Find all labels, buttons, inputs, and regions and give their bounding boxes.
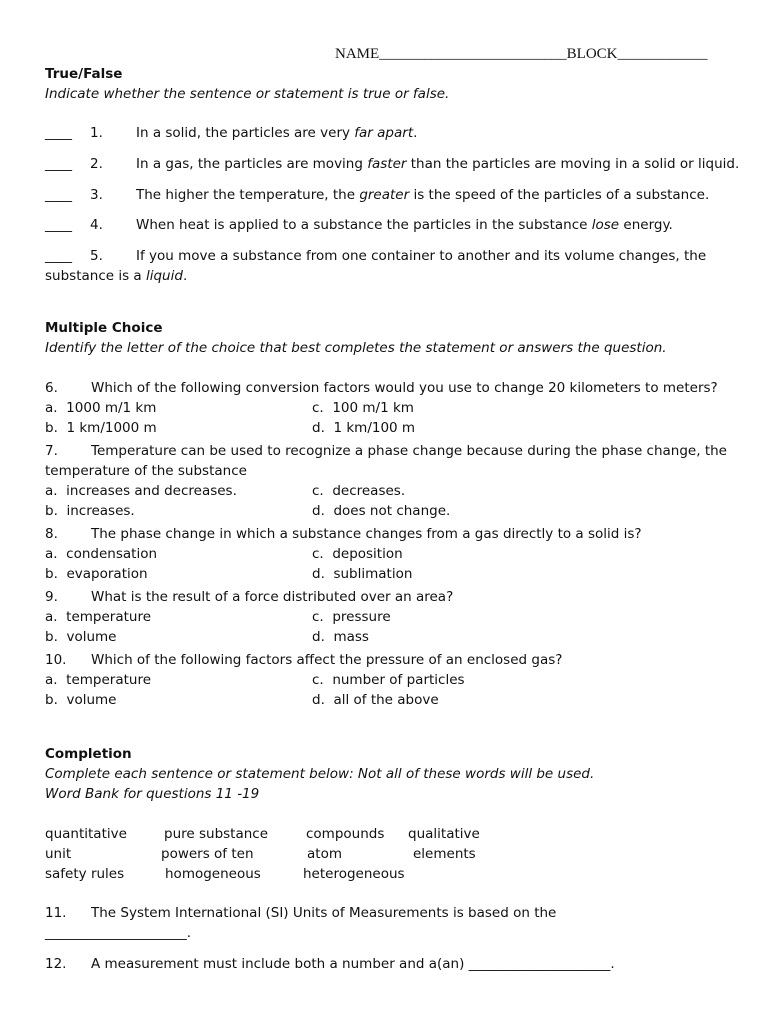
choice-a[interactable]: a. temperature — [45, 609, 152, 625]
item-text: A measurement must include both a number and a(an) _____________________. — [91, 956, 615, 972]
completion-instructions: Complete each sentence or statement below: Not all of these words will be used. — [45, 766, 595, 782]
name-label: NAME — [335, 46, 380, 62]
word-bank-word: heterogeneous — [303, 866, 405, 882]
word-bank-word: quantitative — [45, 826, 127, 842]
answer-blank[interactable]: _____________________. — [45, 925, 192, 941]
item-number: 12. — [45, 956, 67, 972]
item-text: In a gas, the particles are moving faster than the particles are moving in a solid or liquid. — [136, 156, 740, 172]
question-number: 10. — [45, 652, 67, 668]
block-label: BLOCK — [566, 46, 618, 62]
item-text: If you move a substance from one container to another and its volume changes, the — [136, 248, 707, 264]
true-false-title: True/False — [45, 66, 123, 82]
item-text: In a solid, the particles are very far apart. — [136, 125, 418, 141]
choice-b[interactable]: b. increases. — [45, 503, 135, 519]
item-number: 2. — [90, 156, 103, 172]
item-text: The higher the temperature, the greater is the speed of the particles of a substance. — [136, 187, 710, 203]
block-blank[interactable]: ____________ — [617, 46, 708, 62]
question-number: 7. — [45, 443, 58, 459]
item-text-line2: substance is a liquid. — [45, 268, 188, 284]
choice-d[interactable]: d. 1 km/100 m — [312, 420, 416, 436]
item-number: 5. — [90, 248, 103, 264]
word-bank-word: elements — [413, 846, 476, 862]
question-text: What is the result of a force distributed over an area? — [91, 589, 454, 605]
answer-blank[interactable]: ____ — [45, 248, 72, 264]
choice-b[interactable]: b. volume — [45, 629, 117, 645]
choice-d[interactable]: d. mass — [312, 629, 369, 645]
word-bank-title: Word Bank for questions 11 -19 — [45, 786, 260, 802]
question-text: The phase change in which a substance changes from a gas directly to a solid is? — [91, 526, 642, 542]
question-text-line2: temperature of the substance — [45, 463, 247, 479]
word-bank-word: safety rules — [45, 866, 125, 882]
multiple-choice-instructions: Identify the letter of the choice that best completes the statement or answers the question. — [45, 340, 667, 356]
choice-d[interactable]: d. does not change. — [312, 503, 451, 519]
word-bank-word: qualitative — [408, 826, 480, 842]
word-bank-word: pure substance — [164, 826, 269, 842]
choice-c[interactable]: c. 100 m/1 km — [312, 400, 414, 416]
item-number: 4. — [90, 217, 103, 233]
choice-a[interactable]: a. condensation — [45, 546, 158, 562]
word-bank-word: compounds — [306, 826, 385, 842]
choice-a[interactable]: a. temperature — [45, 672, 152, 688]
item-number: 1. — [90, 125, 103, 141]
item-text: The System International (SI) Units of Measurements is based on the — [91, 905, 557, 921]
item-text: When heat is applied to a substance the particles in the substance lose energy. — [136, 217, 673, 233]
choice-c[interactable]: c. pressure — [312, 609, 391, 625]
choice-c[interactable]: c. number of particles — [312, 672, 465, 688]
multiple-choice-title: Multiple Choice — [45, 320, 163, 336]
completion-title: Completion — [45, 746, 132, 762]
choice-b[interactable]: b. volume — [45, 692, 117, 708]
answer-blank[interactable]: ____ — [45, 156, 72, 172]
question-number: 9. — [45, 589, 58, 605]
item-number: 11. — [45, 905, 67, 921]
word-bank-word: atom — [307, 846, 342, 862]
word-bank-word: unit — [45, 846, 72, 862]
question-number: 6. — [45, 380, 58, 396]
answer-blank[interactable]: ____ — [45, 125, 72, 141]
choice-a[interactable]: a. increases and decreases. — [45, 483, 237, 499]
question-text: Which of the following conversion factors would you use to change 20 kilometers to meters? — [91, 380, 718, 396]
true-false-instructions: Indicate whether the sentence or statement is true or false. — [45, 86, 450, 102]
word-bank-word: powers of ten — [161, 846, 254, 862]
question-number: 8. — [45, 526, 58, 542]
name-blank[interactable]: _________________________ — [379, 46, 567, 62]
word-bank-word: homogeneous — [165, 866, 261, 882]
answer-blank[interactable]: ____ — [45, 187, 72, 203]
choice-c[interactable]: c. decreases. — [312, 483, 406, 499]
answer-blank[interactable]: ____ — [45, 217, 72, 233]
choice-d[interactable]: d. sublimation — [312, 566, 413, 582]
item-number: 3. — [90, 187, 103, 203]
choice-a[interactable]: a. 1000 m/1 km — [45, 400, 157, 416]
choice-c[interactable]: c. deposition — [312, 546, 403, 562]
question-text: Which of the following factors affect the pressure of an enclosed gas? — [91, 652, 563, 668]
choice-d[interactable]: d. all of the above — [312, 692, 439, 708]
question-text: Temperature can be used to recognize a phase change because during the phase change, the — [91, 443, 727, 459]
choice-b[interactable]: b. 1 km/1000 m — [45, 420, 157, 436]
name-block-header — [335, 46, 708, 63]
choice-b[interactable]: b. evaporation — [45, 566, 148, 582]
